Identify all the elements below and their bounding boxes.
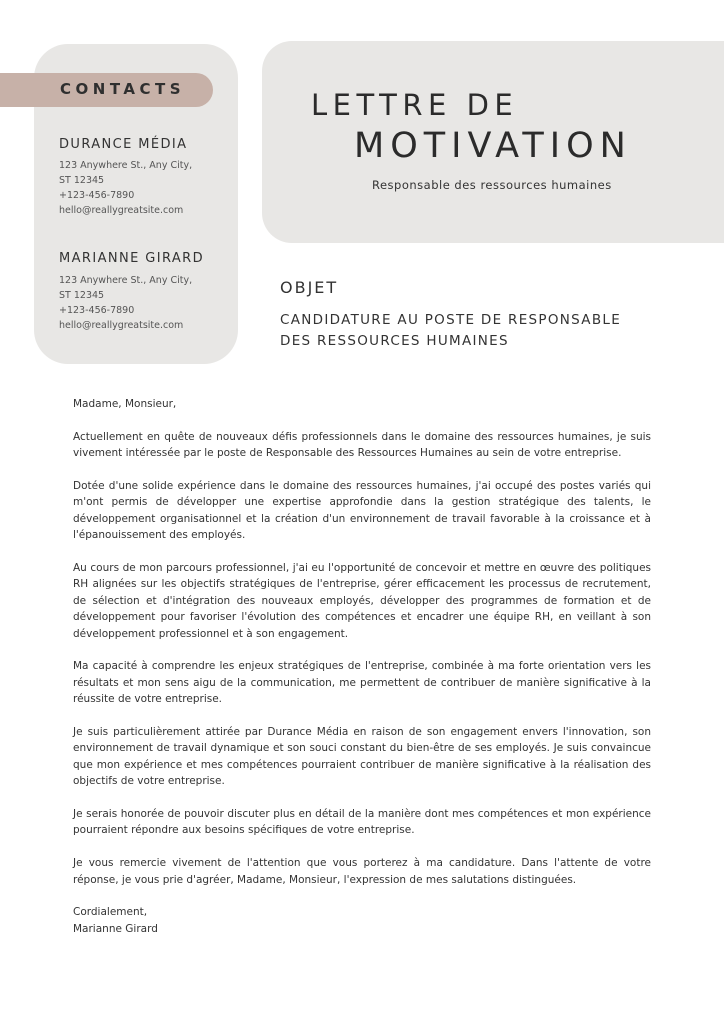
letter-paragraph: Je suis particulièrement attirée par Durance Média en raison de son engagement envers l'innovation, son environnement de travail dynamique et son souci constant du bien-être de ses employés. Je suis convaincue que mon expérience et mes compétences pourraient contribuer de manière significative à la réalisation des objectifs de votre entreprise. <box>73 726 651 788</box>
subject-text <box>280 310 621 352</box>
contact-person-details <box>59 273 229 333</box>
subject-line2: DES RESSOURCES HUMAINES <box>280 333 509 349</box>
letter-closing <box>73 904 651 937</box>
contact-person-email: hello@reallygreatsite.com <box>59 320 184 331</box>
letter-paragraph: Je vous remercie vivement de l'attention que vous porterez à ma candidature. Dans l'attente de votre réponse, je vous prie d'agréer, Madame, Monsieur, l'expression de mes salutations distinguées. <box>73 857 651 886</box>
contact-company-name: DURANCE MÉDIA <box>59 137 188 152</box>
letter-body <box>73 396 651 937</box>
document-title-line2: MOTIVATION <box>354 126 632 166</box>
contacts-heading: CONTACTS <box>60 80 186 98</box>
letter-paragraph: Ma capacité à comprendre les enjeux stratégiques de l'entreprise, combinée à ma forte orientation vers les résultats et mon sens aigu de la communication, me permettent de contribuer de manière significative à la réussite de votre entreprise. <box>73 660 651 706</box>
contact-company-phone: +123-456-7890 <box>59 190 135 201</box>
document-title-line1: LETTRE DE <box>311 88 519 122</box>
document-subtitle: Responsable des ressources humaines <box>372 178 612 192</box>
contact-company-details <box>59 158 229 218</box>
letter-paragraph: Actuellement en quête de nouveaux défis professionnels dans le domaine des ressources humaines, je suis vivement intéressée par le poste de Responsable des Ressources Humaines au sein de votre entreprise. <box>73 430 651 460</box>
contact-company-address-line1: 123 Anywhere St., Any City, <box>59 160 193 171</box>
contact-person-address-line2: ST 12345 <box>59 290 105 301</box>
letter-paragraph: Dotée d'une solide expérience dans le domaine des ressources humaines, j'ai occupé des postes variés qui m'ont permis de développer une expertise approfondie dans la gestion stratégique des talents, le développement organisationnel et la création d'un environnement de travail favorable à la croissance et à l'épanouissement des employés. <box>73 480 651 542</box>
letter-paragraph: Au cours de mon parcours professionnel, j'ai eu l'opportunité de concevoir et mettre en œuvre des politiques RH alignées sur les objectifs stratégiques de l'entreprise, gérer efficacement les processus de recrutement, de sélection et d'intégration des nouveaux employés, développer des programmes de formation et de développement pour favoriser l'évolution des compétences et encadrer une équipe RH, en veillant à son développement professionnel et à son engagement. <box>73 562 651 640</box>
subject-line1: CANDIDATURE AU POSTE DE RESPONSABLE <box>280 312 622 328</box>
letter-greeting: Madame, Monsieur, <box>73 398 177 410</box>
letter-signature: Marianne Girard <box>73 922 158 935</box>
subject-label: OBJET <box>280 278 339 297</box>
contact-person-name: MARIANNE GIRARD <box>59 251 205 266</box>
letter-closing-text: Cordialement, <box>73 906 148 919</box>
contact-person-phone: +123-456-7890 <box>59 305 135 316</box>
contact-person-address-line1: 123 Anywhere St., Any City, <box>59 275 193 286</box>
contact-company-address-line2: ST 12345 <box>59 175 105 186</box>
contact-company-email: hello@reallygreatsite.com <box>59 205 184 216</box>
letter-paragraph: Je serais honorée de pouvoir discuter plus en détail de la manière dont mes compétences et mon expérience pourraient répondre aux besoins spécifiques de votre entreprise. <box>73 808 651 837</box>
